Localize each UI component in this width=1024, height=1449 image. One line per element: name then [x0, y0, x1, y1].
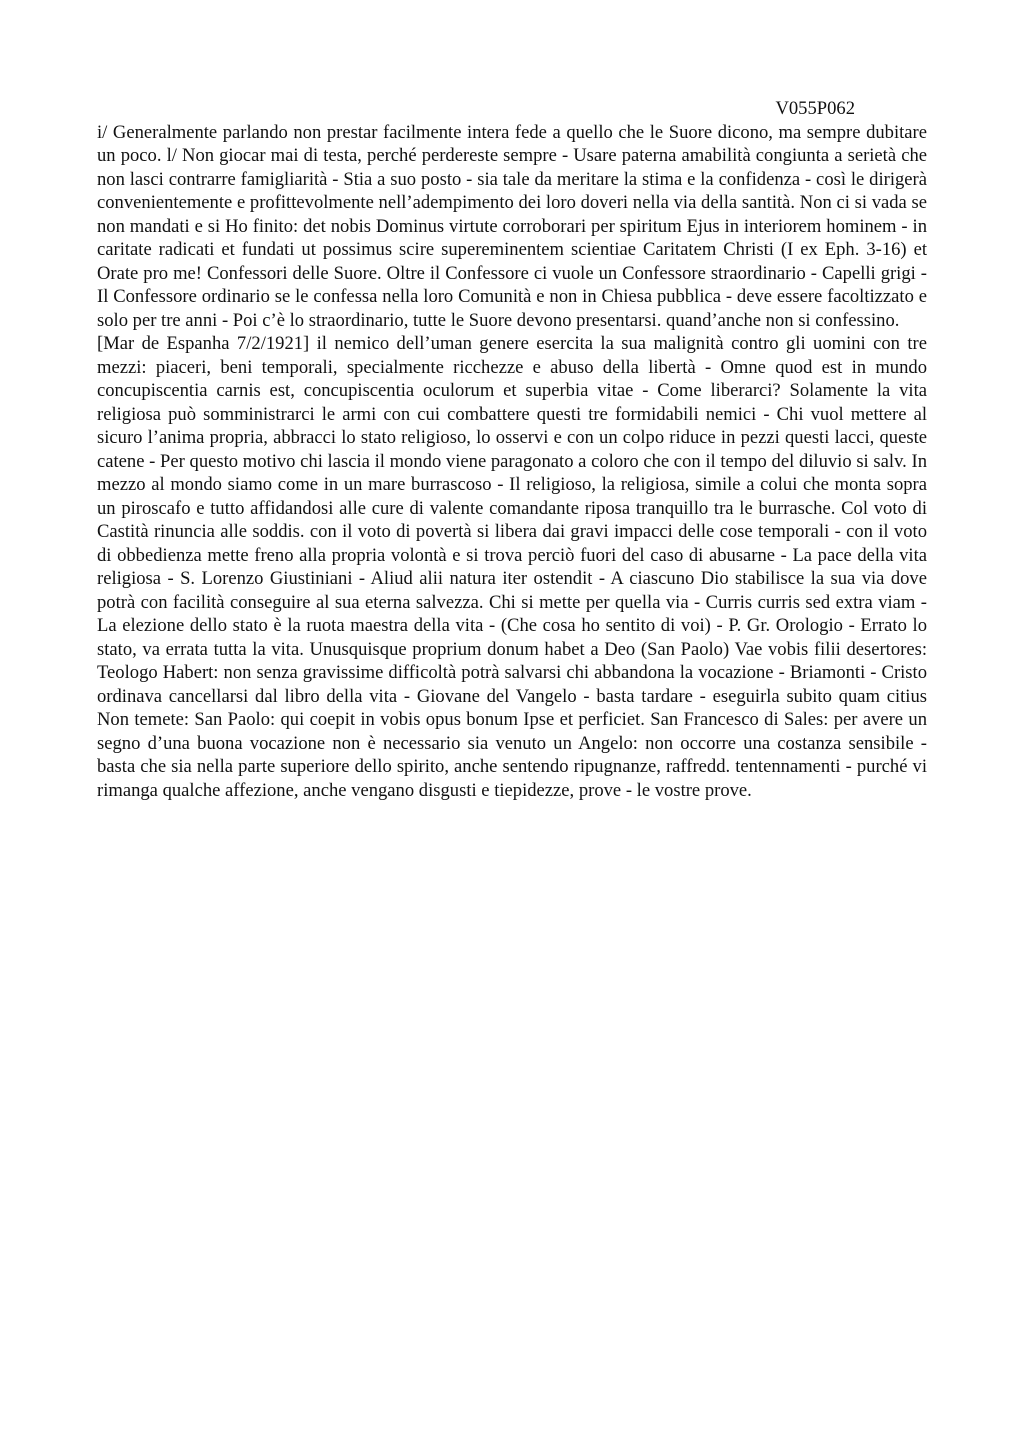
paragraph-mar-de-espanha: [Mar de Espanha 7/2/1921] il nemico dell’uman genere esercita la sua malignità contro gli uomini con tre mezzi: piaceri, beni temporali, specialmente ricchezze e abuso della libertà - Omne quod est in mundo concupiscentia carnis est, concupiscentia oculorum et superbia vitae - Come liberarci? Solamente la vita religiosa può somministrarci le armi con cui combattere questi tre formidabili nemici - Chi vuol mettere al sicuro l’anima propria, abbracci lo stato religioso, lo osservi e con un colpo riduce in pezzi questi lacci, queste catene - Per questo motivo chi lascia il mondo viene paragonato a coloro che con il tempo del diluvio si salv. In mezzo al mondo siamo come in un mare burrascoso - Il religioso, la religiosa, simile a colui che monta sopra un piroscafo e tutto affidandosi alle cure di valente comandante riposa tranquillo tra le burrasche. Col voto di Castità rinuncia alle soddis. con il voto di povertà si libera dai gravi impacci delle cose temporali - con il voto di obbedienza mette freno alla propria volontà e si trova perciò fuori del caso di abusarne - La pace della vita religiosa - S. Lorenzo Giustiniani - Aliud alii natura iter ostendit - A ciascuno Dio stabilisce la sua via dove potrà con facilità conseguire al sua eterna salvezza. Chi si mette per quella via - Curris curris sed extra viam - La elezione dello stato è la ruota maestra della vita - (Che cosa ho sentito di voi) - P. Gr. Orologio - Errato lo stato, va errata tutta la vita. Unusquisque proprium donum habet a Deo (San Paolo) Vae vobis filii desertores: Teologo Habert: non senza gravissime difficoltà potrà salvarsi chi abbandona la vocazione - Briamonti - Cristo ordinava cancellarsi dal libro della vita - Giovane del Vangelo - basta tardare - eseguirla subito quam citius Non temete: San Paolo: qui coepit in vobis opus bonum Ipse et perficiet. San Francesco di Sales: per avere un segno d’una buona vocazione non è necessario sia venuto un Angelo: non occorre una costanza sensibile - basta che sia nella parte superiore dello spirito, anche sentendo ripugnanze, raffredd. tentennamenti - purché vi rimanga qualche affezione, anche vengano disgusti e tiepidezze, prove - le vostre prove.: [97, 333, 927, 801]
paragraph-confessors: i/ Generalmente parlando non prestar facilmente intera fede a quello che le Suore dicono, ma sempre dubitare un poco. l/ Non giocar mai di testa, perché perdereste sempre - Usare paterna amabilità congiunta a serietà che non lasci contrarre famigliarità - Stia a suo posto - sia tale da meritare la stima e la confidenza - così le dirigerà convenientemente e profittevolmente nell’adempimento dei loro doveri nella via della santità. Non ci si vada se non mandati e si Ho finito: det nobis Dominus virtute corroborari per spiritum Ejus in interiorem hominem - in caritate radicati et fundati ut possimus scire supereminentem scientiae Caritatem Christi (I ex Eph. 3-16) et Orate pro me! Confessori delle Suore. Oltre il Confessore ci vuole un Confessore straordinario - Capelli grigi - Il Confessore ordinario se le confessa nella loro Comunità e non in Chiesa pubblica - deve essere facoltizzato e solo per tre anni - Poi c’è lo straordinario, tutte le Suore devono presentarsi. quand’anche non si confessino.: [97, 121, 927, 331]
document-page: [97, 97, 927, 802]
page-identifier: V055P062: [775, 98, 855, 119]
